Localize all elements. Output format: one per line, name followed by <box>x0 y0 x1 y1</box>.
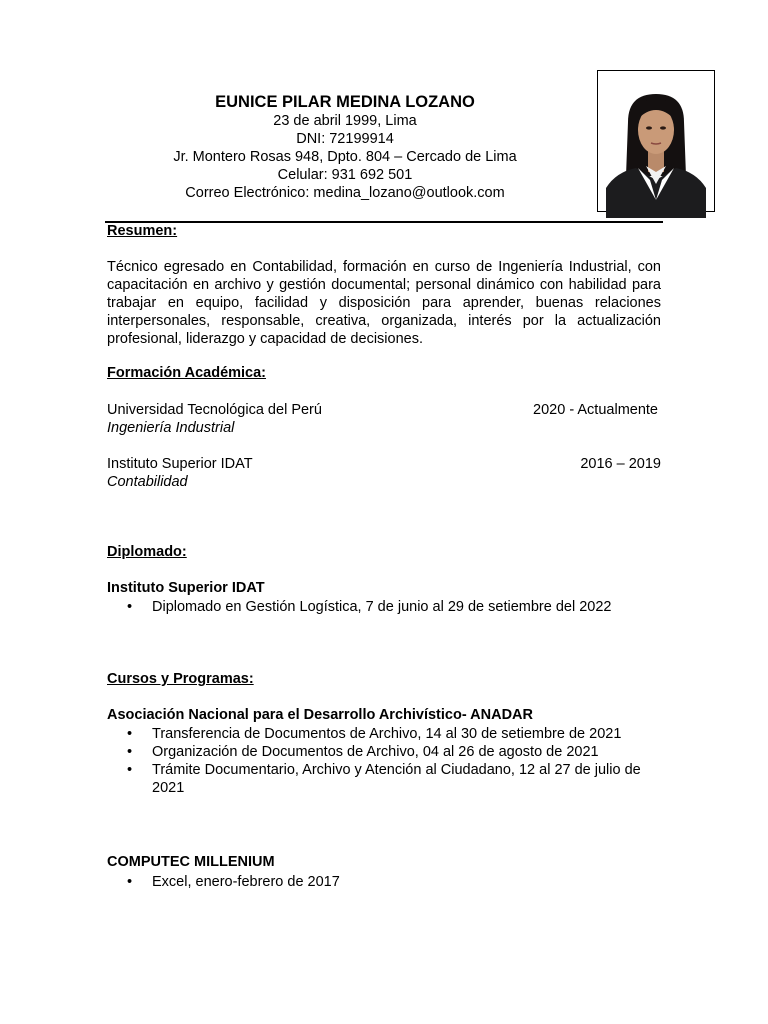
resumen-heading: Resumen: <box>107 223 178 239</box>
education-program: Ingeniería Industrial <box>107 420 235 436</box>
diplomado-list <box>107 598 661 616</box>
education-institution: Instituto Superior IDAT <box>107 456 253 472</box>
cursos-heading: Cursos y Programas: <box>107 671 254 687</box>
education-entry <box>107 401 661 437</box>
education-program: Contabilidad <box>107 474 188 490</box>
resumen-text: Técnico egresado en Contabilidad, formación en curso de Ingeniería Industrial, con capacitación en archivo y gestión documental; personal dinámico con habilidad para trabajar en equipo, facilidad y disposición para aprender, buenas relaciones interpersonales, responsable, creativa, organizada, interés por la actualización profesional, liderazgo y capacidad de decisiones. <box>107 259 661 347</box>
applicant-name: EUNICE PILAR MEDINA LOZANO <box>215 93 475 111</box>
cv-header <box>160 92 530 202</box>
education-period: 2020 - Actualmente <box>533 402 658 418</box>
diplomado-institution: Instituto Superior IDAT <box>107 580 265 596</box>
header-divider <box>105 221 663 223</box>
email-info: Correo Electrónico: medina_lozano@outlook.com <box>185 185 505 201</box>
birth-info: 23 de abril 1999, Lima <box>273 113 417 129</box>
education-entry <box>107 455 661 491</box>
profile-photo <box>606 80 706 218</box>
course-list <box>107 873 661 891</box>
list-item: • Organización de Documentos de Archivo, 04 al 26 de agosto de 2021 <box>107 743 661 761</box>
education-institution: Universidad Tecnológica del Perú <box>107 402 322 418</box>
phone-info: Celular: 931 692 501 <box>277 167 413 183</box>
course-institution: Asociación Nacional para el Desarrollo Archivístico- ANADAR <box>107 707 533 723</box>
list-item: • Diplomado en Gestión Logística, 7 de junio al 29 de setiembre del 2022 <box>107 598 661 616</box>
address-info: Jr. Montero Rosas 948, Dpto. 804 – Cercado de Lima <box>173 149 517 165</box>
course-institution: COMPUTEC MILLENIUM <box>107 854 275 870</box>
list-item: • Trámite Documentario, Archivo y Atención al Ciudadano, 12 al 27 de julio de 2021 <box>107 761 661 797</box>
list-item: • Excel, enero-febrero de 2017 <box>107 873 661 891</box>
list-item: • Transferencia de Documentos de Archivo, 14 al 30 de setiembre de 2021 <box>107 725 661 743</box>
course-list <box>107 725 661 797</box>
dni-info: DNI: 72199914 <box>296 131 394 147</box>
education-period: 2016 – 2019 <box>580 456 661 472</box>
formacion-heading: Formación Académica: <box>107 365 267 381</box>
diplomado-heading: Diplomado: <box>107 544 187 560</box>
